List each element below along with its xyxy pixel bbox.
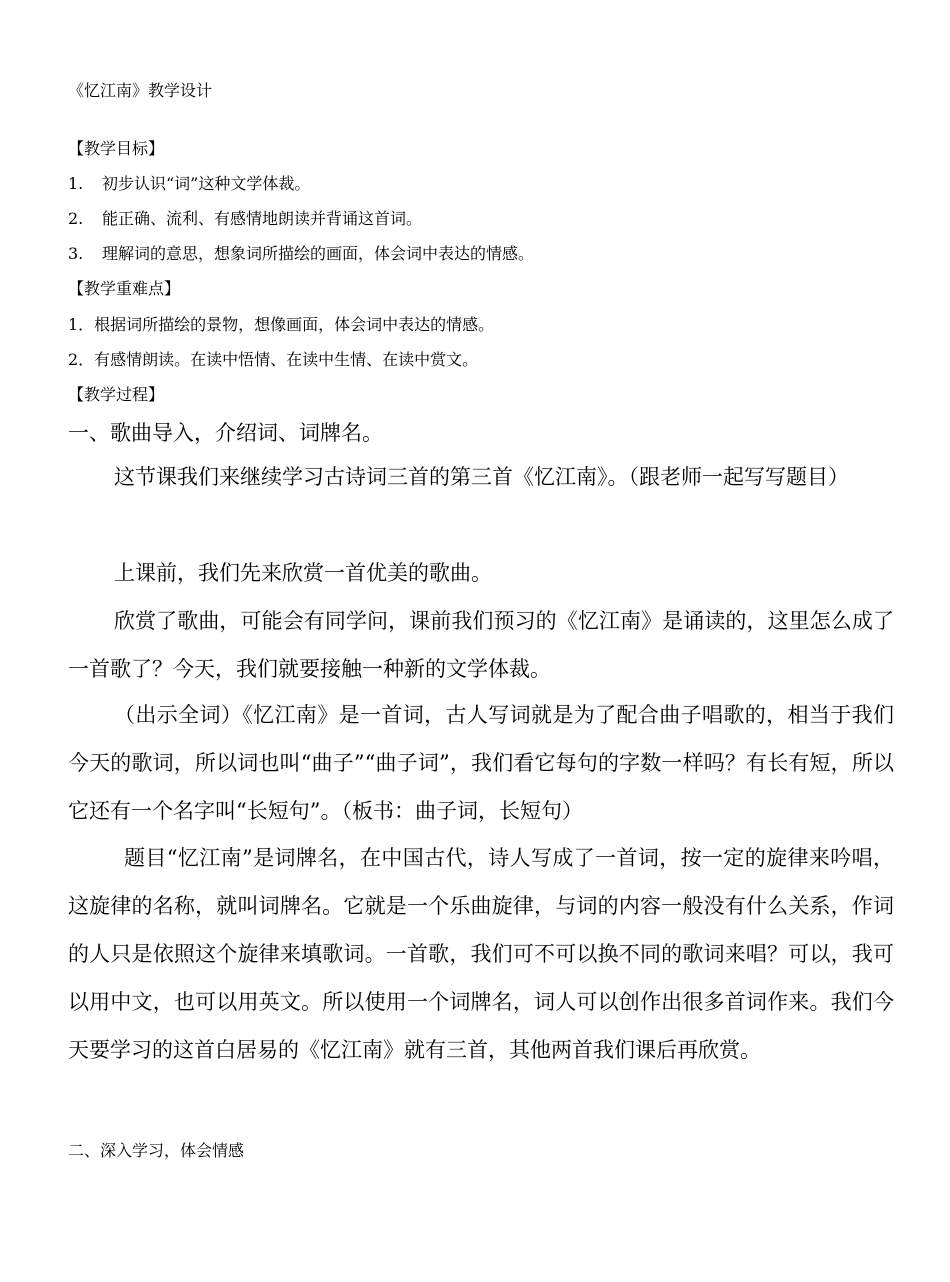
goal-text: 初步认识“词”这种文学体裁。	[102, 174, 311, 193]
goal-item	[68, 171, 310, 194]
goal-text: 能正确、流利、有感情地朗读并背诵这首词。	[102, 209, 423, 228]
goal-number: 1.	[68, 174, 84, 193]
difficulties-heading: 【教学重难点】	[68, 279, 181, 298]
difficulty-item: 2．有感情朗读。在读中悟情、在读中生情、在读中赏文。	[68, 350, 479, 369]
process-heading: 【教学过程】	[68, 385, 165, 404]
goal-text: 理解词的意思，想象词所描绘的画面，体会词中表达的情感。	[102, 244, 535, 263]
goal-number: 3.	[68, 244, 84, 263]
section-heading-2: 二、深入学习，体会情感	[68, 1141, 245, 1160]
difficulty-item: 1．根据词所描绘的景物，想像画面，体会词中表达的情感。	[68, 315, 495, 334]
goal-item	[68, 241, 534, 264]
paragraph: 题目“忆江南”是词牌名，在中国古代，诗人写成了一首词，按一定的旋律来吟唱，这旋律的名称，就叫词牌名。它就是一个乐曲旋律，与词的内容一般没有什么关系，作词的人只是依照这个旋律来填歌词。一首歌，我们可不可以换不同的歌词来唱？可以，我可以用中文，也可以用英文。所以使用一个词牌名，词人可以创作出很多首词作来。我们今天要学习的这首白居易的《忆江南》就有三首，其他两首我们课后再欣赏。	[68, 846, 894, 1062]
paragraph: 上课前，我们先来欣赏一首优美的歌曲。	[114, 561, 492, 585]
paragraph: 这节课我们来继续学习古诗词三首的第三首《忆江南》。（跟老师一起写写题目）	[114, 465, 849, 489]
document-title: 《忆江南》教学设计	[68, 81, 213, 100]
paragraph: 欣赏了歌曲，可能会有同学问，课前我们预习的《忆江南》是诵读的，这里怎么成了一首歌了？今天，我们就要接触一种新的文学体裁。	[68, 609, 894, 681]
goals-heading: 【教学目标】	[68, 139, 165, 158]
goal-number: 2.	[68, 209, 84, 228]
goal-item	[68, 206, 422, 229]
paragraph: （出示全词）《忆江南》是一首词，古人写词就是为了配合曲子唱歌的，相当于我们今天的歌词，所以词也叫“曲子”“曲子词”，我们看它每句的字数一样吗？有长有短，所以它还有一个名字叫“长短句”。（板书：曲子词，长短句）	[68, 703, 894, 823]
section-heading-1: 一、歌曲导入，介绍词、词牌名。	[68, 421, 383, 445]
